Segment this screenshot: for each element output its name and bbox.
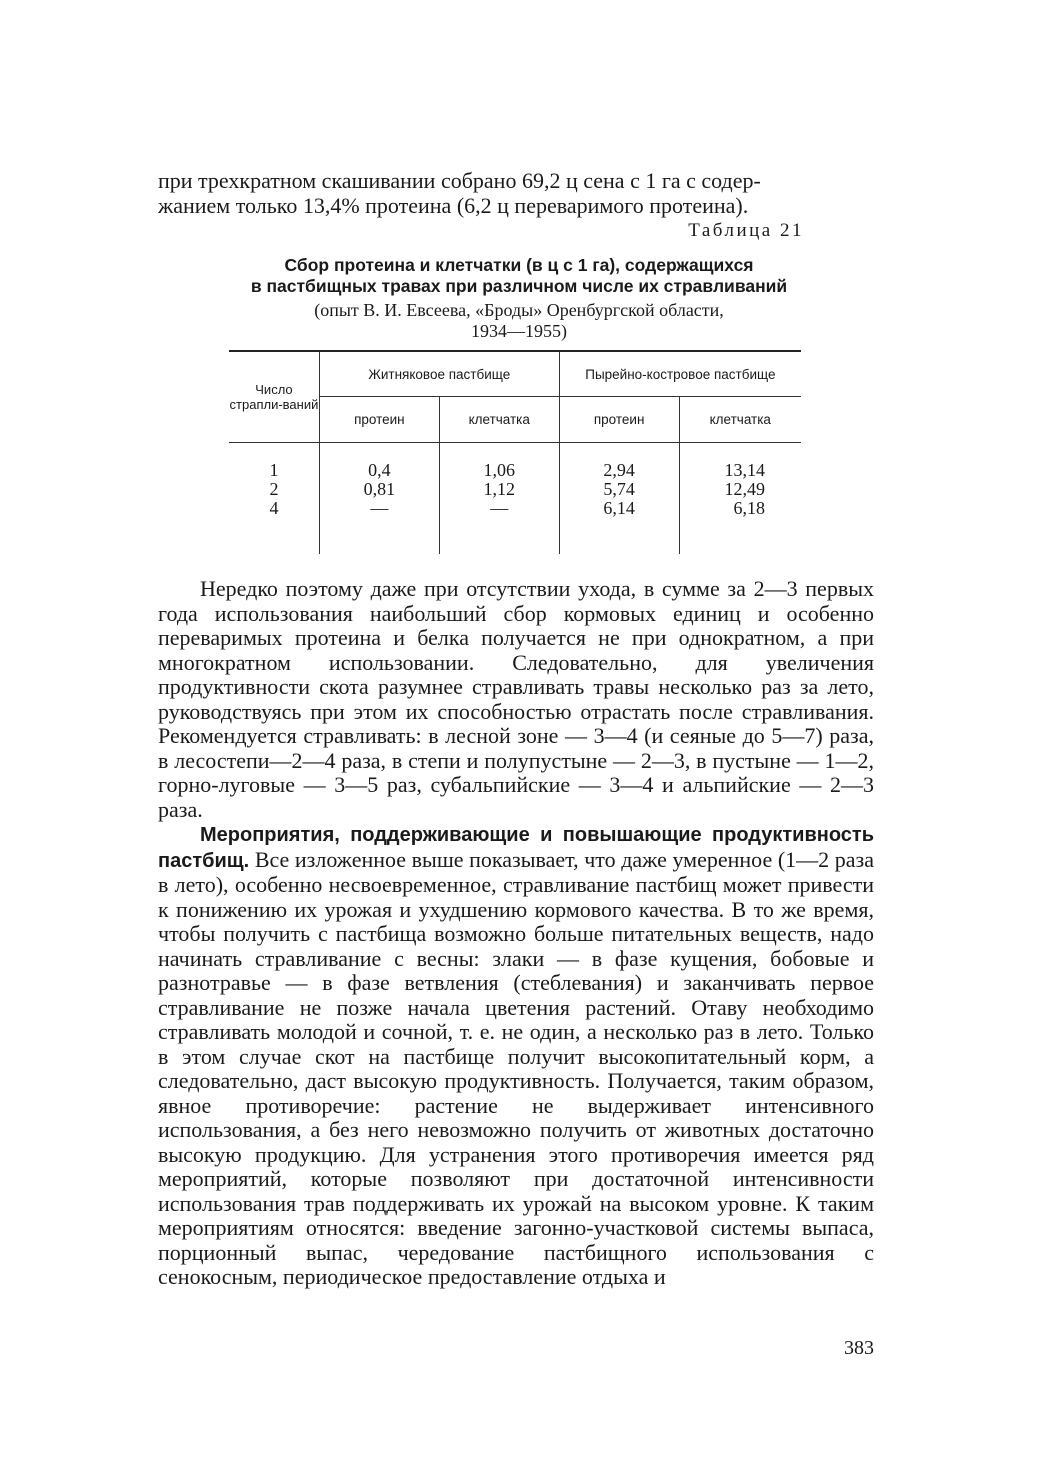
page-number: 383 bbox=[844, 1337, 874, 1359]
cell-value: 2,94 bbox=[559, 461, 679, 480]
table-number: Таблица 21 bbox=[688, 220, 804, 241]
source-line-1: (опыт В. И. Евсеева, «Броды» Оренбургской области, bbox=[314, 300, 724, 320]
cell-count: 4 bbox=[229, 499, 319, 518]
sub-header-fiber-2: клетчатка bbox=[679, 397, 801, 443]
table-source bbox=[220, 300, 818, 342]
cell-value: 0,81 bbox=[319, 480, 439, 499]
cell-value: 13,14 bbox=[724, 460, 765, 480]
sub-header-protein-1: протеин bbox=[319, 397, 439, 443]
cell-count: 1 bbox=[229, 461, 319, 480]
sub-header-fiber-1: клетчатка bbox=[439, 397, 559, 443]
group-header-1: Житняковое пастбище bbox=[319, 351, 559, 397]
group-header-2: Пырейно-костровое пастбище bbox=[559, 351, 801, 397]
data-table bbox=[229, 350, 801, 554]
cell-value: 6,18 bbox=[733, 498, 765, 518]
cell-value: — bbox=[439, 499, 559, 518]
intro-line-1: при трехкратном скашивании собрано 69,2 ц сена с 1 га с содер- bbox=[158, 168, 761, 193]
cell-value: — bbox=[319, 499, 439, 518]
paragraph-2-lead: Мероприятия, поддерживающие и повышающие продуктивность пастбищ. bbox=[158, 824, 874, 872]
cell-count: 2 bbox=[229, 480, 319, 499]
cell-value: 12,49 bbox=[724, 479, 765, 499]
paragraph-2 bbox=[158, 822, 874, 1290]
cell-value: 1,12 bbox=[439, 480, 559, 499]
caption-line-2: в пастбищных травах при различном числе их стравливаний bbox=[250, 276, 788, 296]
cell-value: 1,06 bbox=[439, 461, 559, 480]
cell-value: 6,14 bbox=[559, 499, 679, 518]
source-line-2: 1934—1955) bbox=[471, 321, 567, 341]
paragraph-2-body: Все изложенное выше показывает, что даже умеренное (1—2 раза в лето), особенно несвоевременное, стравливание пастбищ может привести к понижению их урожая и ухудшению кормового качества. В то же время, чтобы получить с пастбища возможно больше питательных веществ, надо начинать стравливание с весны: злаки — в фазе кущения, бобовые и разнотравье — в фазе ветвления (стеблевания) и заканчивать первое стравливание не позже начала цветения растений. Отаву необходимо стравливать молодой и сочной, т. е. не один, а несколько раз в лето. Только в этом случае скот на пастбище получит высокопитательный корм, а следовательно, даст высокую продуктивность. Получается, таким образом, явное противоречие: растение не выдерживает интенсивного использования, а без него невозможно получить от животных достаточно высокую продукцию. Для устранения этого противоречия имеется ряд мероприятий, которые позволяют при достаточной интенсивности использования трав поддерживать их урожай на высоком уровне. К таким мероприятиям относятся: введение загонно-участковой системы выпаса, порционный выпас, чередование пастбищного использования с сенокосным, периодическое предоставление отдыха и bbox=[158, 846, 874, 1289]
cell-value: 5,74 bbox=[559, 480, 679, 499]
sub-header-protein-2: протеин bbox=[559, 397, 679, 443]
cell-value: 0,4 bbox=[319, 461, 439, 480]
paragraph-1: Нередко поэтому даже при отсутствии ухода, в сумме за 2—3 первых года использования наибольший сбор кормовых единиц и особенно переваримых протеина и белка получается не при однократном, а при многократном использовании. Следовательно, для увеличения продуктивности скота разумнее стравливать травы несколько раз за лето, руководствуясь при этом их способностью отрастать после стравливания. Рекомендуется стравливать: в лесной зоне — 3—4 (и сеяные до 5—7) раза, в лесостепи—2—4 раза, в степи и полупустыне — 2—3, в пустыне — 1—2, горно-луговые — 3—5 раз, субальпийские — 3—4 и альпийские — 2—3 раза. bbox=[158, 576, 874, 822]
table-row bbox=[229, 499, 801, 518]
caption-line-1: Сбор протеина и клетчатки (в ц с 1 га), содержащихся bbox=[284, 255, 754, 275]
table-row bbox=[229, 461, 801, 480]
table-row bbox=[229, 480, 801, 499]
body-text bbox=[158, 577, 874, 1290]
intro-text bbox=[158, 168, 874, 218]
table-caption bbox=[220, 255, 818, 297]
stub-header: Число страпли-ваний bbox=[229, 351, 319, 443]
intro-line-2: жанием только 13,4% протеина (6,2 ц переваримого протеина). bbox=[158, 193, 749, 218]
